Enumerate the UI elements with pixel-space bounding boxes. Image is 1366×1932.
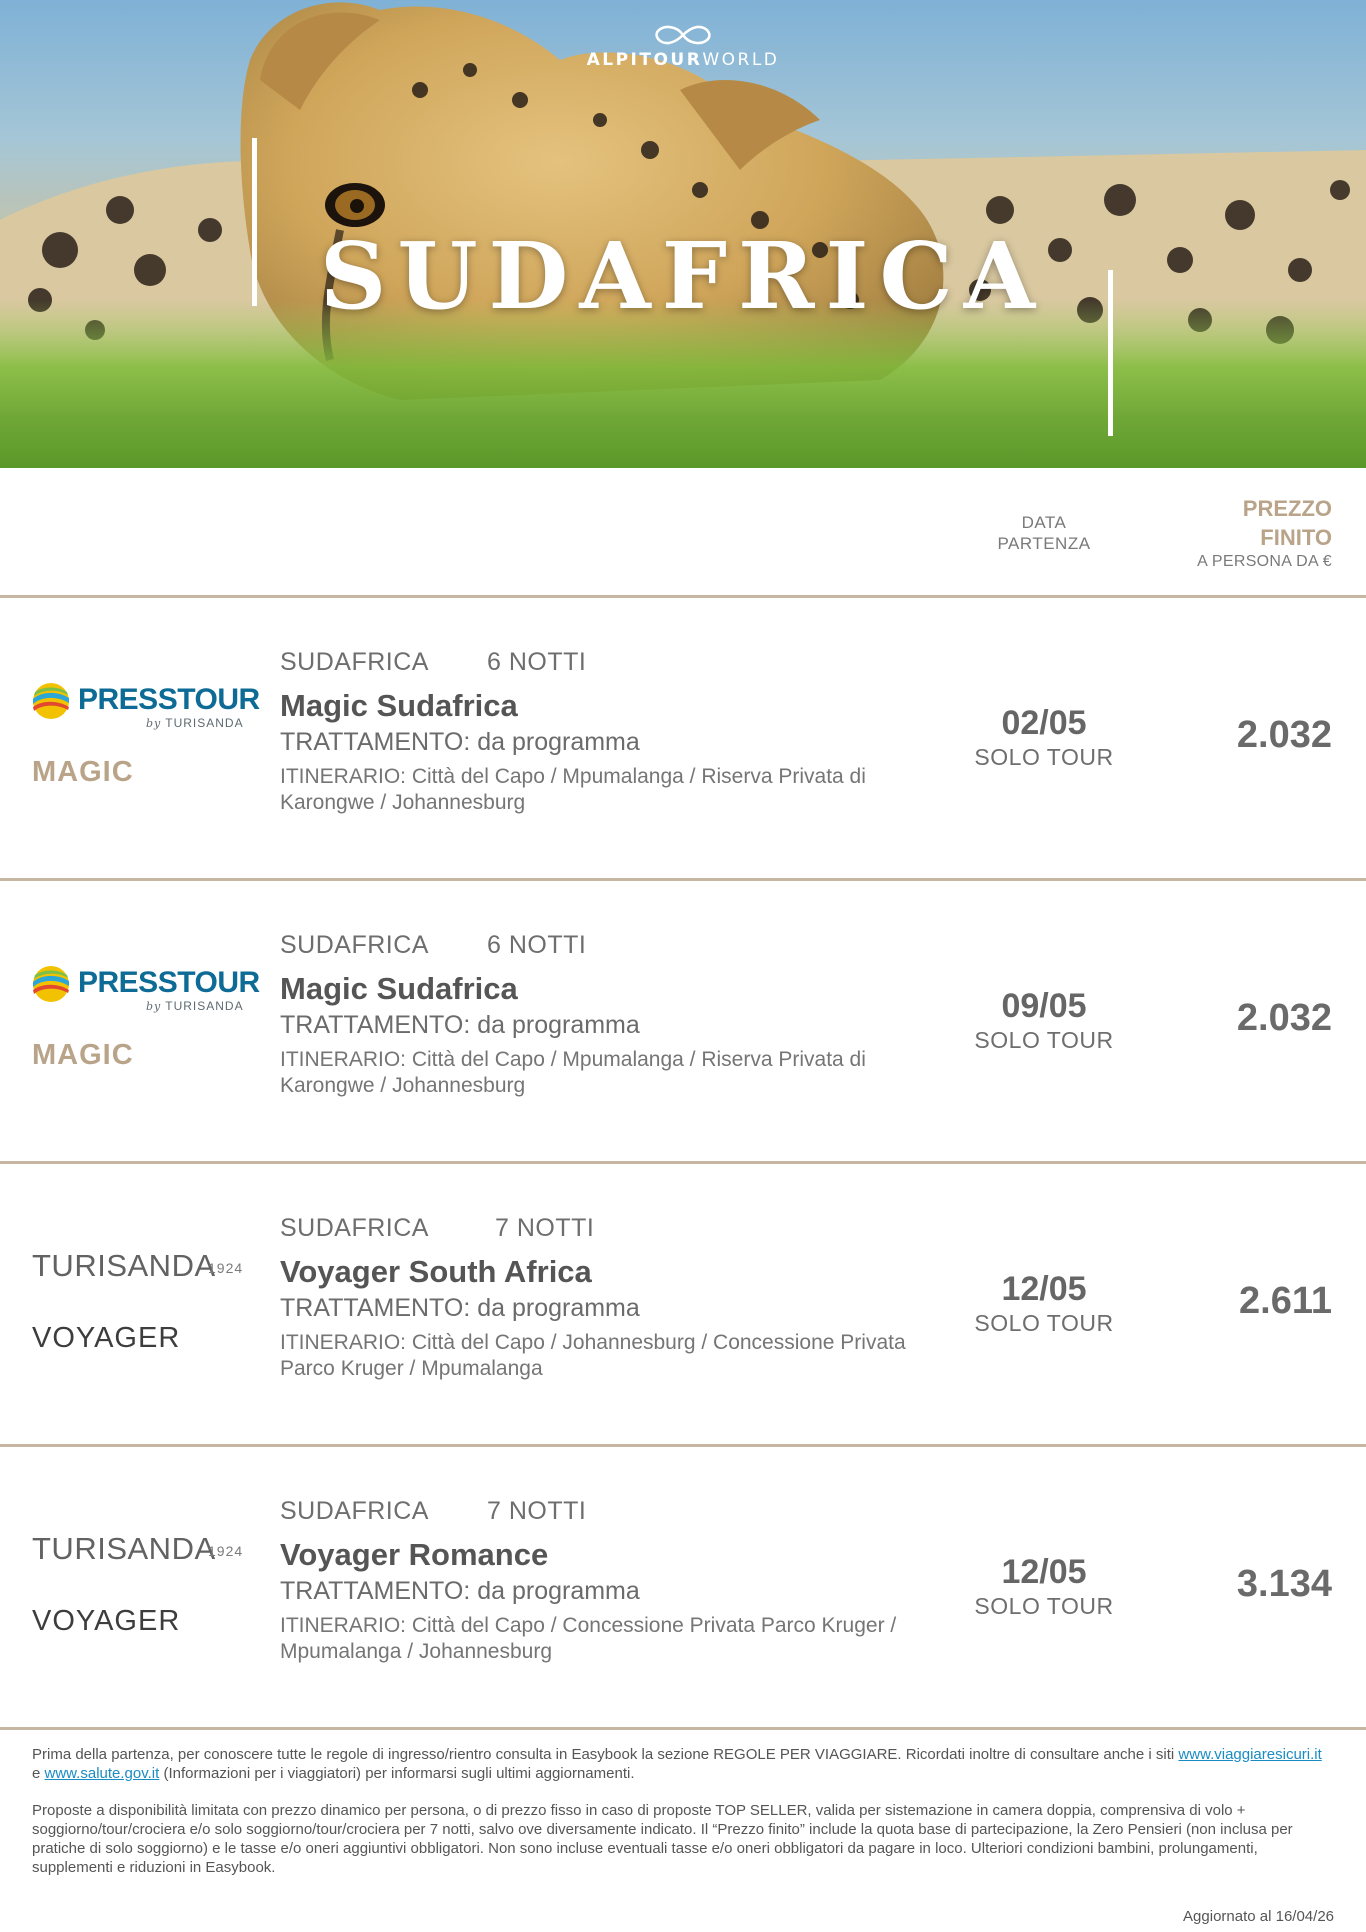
offer-row[interactable] [0, 1164, 1366, 1444]
product-line-label: VOYAGER [32, 1605, 181, 1637]
turisanda-year: 1924 [208, 1260, 244, 1276]
product-line-label: MAGIC [32, 756, 134, 788]
infinity-icon [651, 22, 715, 48]
nights-count: 6 NOTTI [487, 931, 587, 959]
divider [0, 1727, 1366, 1730]
salute-link[interactable]: www.salute.gov.it [44, 1765, 160, 1782]
date-column-label [964, 512, 1124, 554]
presstour-sub: TURISANDA [165, 999, 244, 1013]
price-label-line3: A PERSONA DA € [1197, 553, 1332, 570]
offer-title[interactable]: Voyager South Africa [280, 1254, 592, 1289]
price-column-label [1197, 494, 1332, 572]
offer-info [280, 1214, 920, 1382]
offer-info [280, 648, 920, 816]
price-value: 2.032 [1236, 997, 1332, 1039]
offer-info [280, 1497, 920, 1665]
treatment: TRATTAMENTO: da programma [280, 1011, 640, 1039]
treatment: TRATTAMENTO: da programma [280, 728, 640, 756]
presstour-wordmark: PRESSTOUR [78, 683, 260, 716]
presstour-logo [32, 961, 262, 1013]
itinerary: ITINERARIO: Città del Capo / Concessione Privata Parco Kruger / Mpumalanga / Johannesburg [280, 1614, 897, 1663]
presstour-by: by [146, 1000, 162, 1013]
offer-row[interactable] [0, 1447, 1366, 1727]
price-label-line2: FINITO [1260, 525, 1332, 550]
offer-title[interactable]: Magic Sudafrica [280, 971, 518, 1006]
offer-row[interactable] [0, 598, 1366, 878]
travel-rules-text-end: (Informazioni per i viaggiatori) per informarsi sugli ultimi aggiornamenti. [163, 1765, 635, 1782]
itinerary: ITINERARIO: Città del Capo / Johannesburg / Concessione Privata Parco Kruger / Mpumalanga [280, 1331, 906, 1380]
destination: SUDAFRICA [280, 931, 429, 959]
offer-info [280, 931, 920, 1099]
turisanda-logo [32, 1244, 262, 1296]
title-divider-right [1108, 270, 1113, 436]
footer-notes [32, 1745, 1334, 1895]
turisanda-year: 1924 [208, 1543, 244, 1559]
destination: SUDAFRICA [280, 1497, 429, 1525]
date-value: 09/05 [1001, 987, 1087, 1025]
date-type: SOLO TOUR [974, 744, 1114, 770]
presstour-mark-icon [32, 682, 70, 720]
conjunction-text: e [32, 1765, 41, 1782]
departure-date [964, 987, 1124, 1055]
turisanda-wordmark: TURISANDA [32, 1248, 216, 1283]
nights-count: 6 NOTTI [487, 648, 587, 676]
offer-title[interactable]: Voyager Romance [280, 1537, 549, 1572]
departure-date [964, 1553, 1124, 1621]
destination: SUDAFRICA [280, 648, 429, 676]
presstour-sub: TURISANDA [165, 716, 244, 730]
page-title: SUDAFRICA [319, 222, 1047, 330]
offer-row[interactable] [0, 881, 1366, 1161]
turisanda-logo [32, 1527, 262, 1579]
date-value: 12/05 [1001, 1553, 1087, 1591]
brand-name-light: WORLD [702, 50, 780, 70]
date-value: 02/05 [1001, 704, 1087, 742]
product-line-label: VOYAGER [32, 1322, 181, 1354]
nights-count: 7 NOTTI [487, 1497, 587, 1525]
price-value: 3.134 [1236, 1563, 1332, 1605]
nights-count: 7 NOTTI [495, 1214, 595, 1242]
date-type: SOLO TOUR [974, 1593, 1114, 1619]
updated-date: Aggiornato al 16/04/26 [1183, 1908, 1334, 1925]
column-header [0, 468, 1366, 598]
date-value: 12/05 [1001, 1270, 1087, 1308]
presstour-by: by [146, 717, 162, 730]
price-value: 2.611 [1239, 1280, 1332, 1322]
presstour-mark-icon [32, 965, 70, 1003]
itinerary: ITINERARIO: Città del Capo / Mpumalanga / Riserva Privata di Karongwe / Johannesburg [280, 1048, 866, 1097]
date-type: SOLO TOUR [974, 1027, 1114, 1053]
product-line-label: MAGIC [32, 1039, 134, 1071]
date-label-line1: DATA [1021, 513, 1067, 532]
offer-title[interactable]: Magic Sudafrica [280, 688, 518, 723]
travel-rules-note [32, 1745, 1334, 1783]
departure-date [964, 1270, 1124, 1338]
price-value: 2.032 [1236, 714, 1332, 756]
alpitourworld-logo [0, 22, 1366, 70]
title-divider-left [252, 138, 257, 306]
hero-banner [0, 0, 1366, 468]
viaggiaresicuri-link[interactable]: www.viaggiaresicuri.it [1178, 1746, 1322, 1763]
turisanda-wordmark: TURISANDA [32, 1531, 216, 1566]
presstour-logo [32, 678, 262, 730]
itinerary: ITINERARIO: Città del Capo / Mpumalanga / Riserva Privata di Karongwe / Johannesburg [280, 765, 866, 814]
travel-rules-text: Prima della partenza, per conoscere tutte le regole di ingresso/rientro consulta in Easybook la sezione REGOLE PER VIAGGIARE. Ricordati inoltre di consultare anche i siti [32, 1746, 1175, 1763]
date-label-line2: PARTENZA [997, 534, 1091, 553]
destination: SUDAFRICA [280, 1214, 429, 1242]
price-label-line1: PREZZO [1242, 496, 1332, 521]
date-type: SOLO TOUR [974, 1310, 1114, 1336]
departure-date [964, 704, 1124, 772]
brand-name-bold: ALPITOUR [586, 50, 703, 70]
conditions-note: Proposte a disponibilità limitata con prezzo dinamico per persona, o di prezzo fisso in caso di proposte TOP SELLER, valida per sistemazione in camera doppia, comprensiva di volo + soggiorno/tour/crociera e/o solo soggiorno/tour/crociera per 7 notti, salvo ove diversamente indicato. Il “Prezzo finito” include la quota base di partecipazione, la Zero Pensieri (non inclusa per pratiche di solo soggiorno) e le tasse e/o oneri aggiuntivi obbligatori. Non sono incluse eventuali tasse e/o oneri obbligatori da pagare in loco. Ulteriori condizioni bambini, prolungamenti, supplementi e riduzioni in Easybook. [32, 1802, 1293, 1876]
treatment: TRATTAMENTO: da programma [280, 1577, 640, 1605]
presstour-wordmark: PRESSTOUR [78, 966, 260, 999]
treatment: TRATTAMENTO: da programma [280, 1294, 640, 1322]
